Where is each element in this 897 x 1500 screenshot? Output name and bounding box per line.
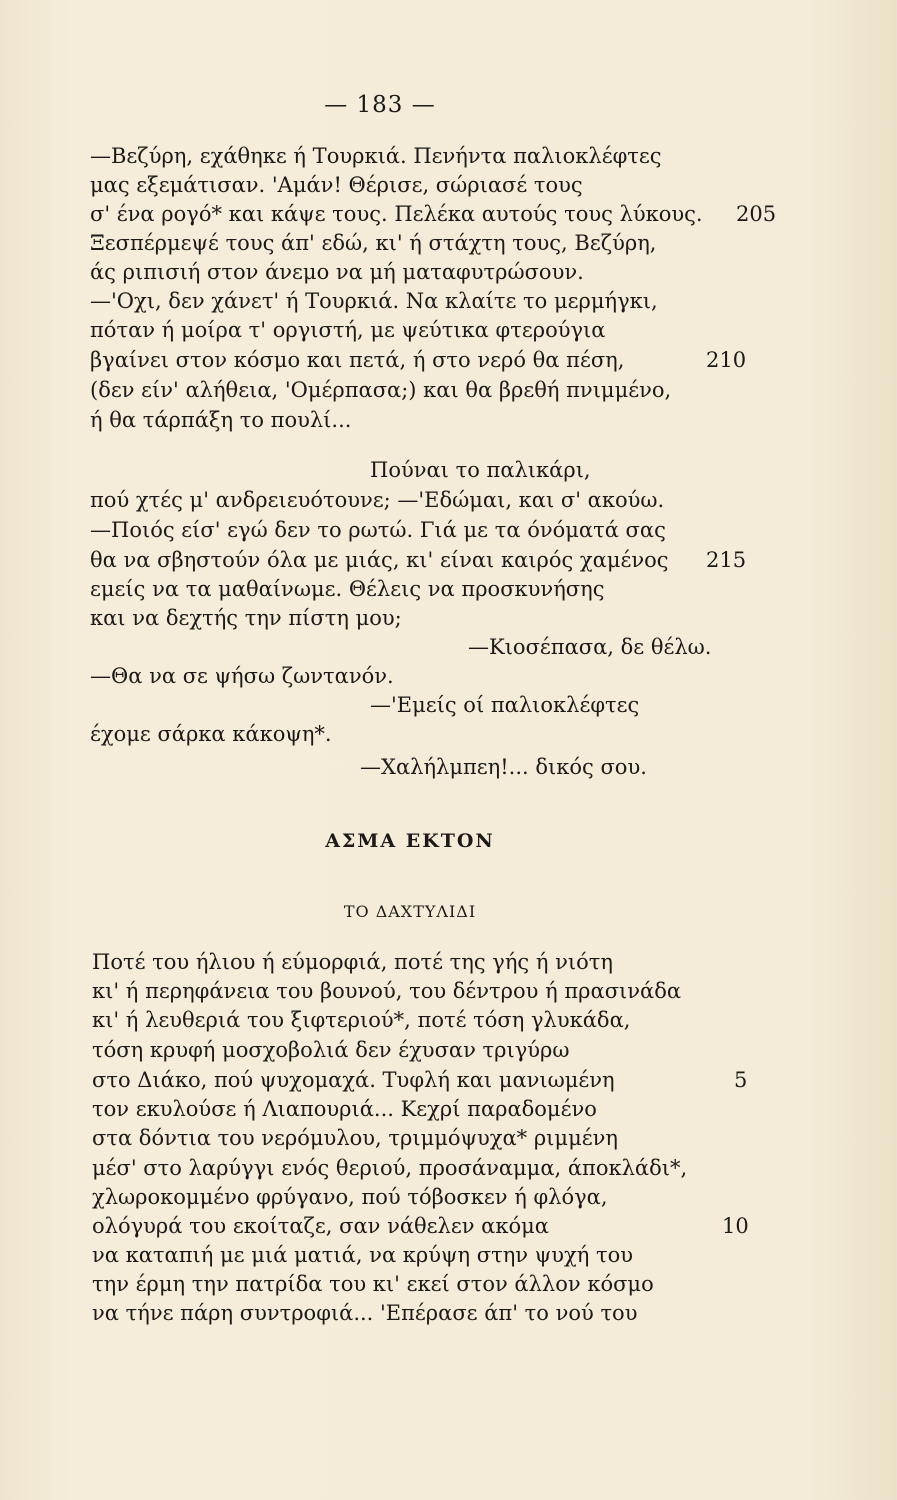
verse-line: έχομε σάρκα κάκοψη*. xyxy=(90,722,332,746)
verse-line: Ξεσπέρμεψέ τους άπ' εδώ, κι' ή στάχτη τους, Βεζύρη, xyxy=(90,231,657,255)
verse-line: στο Διάκο, πού ψυχομαχά. Τυφλή και μανιωμένη xyxy=(92,1068,615,1092)
verse-line: άς ριπισιή στον άνεμο να μή ματαφυτρώσουν. xyxy=(90,260,584,284)
verse-line: τον εκυλούσε ή Λιαπουριά... Κεχρί παραδομένο xyxy=(92,1097,597,1121)
line-number: 5 xyxy=(734,1068,748,1092)
verse-line: —Ποιός είσ' εγώ δεν το ρωτώ. Γιά με τα όνόματά σας xyxy=(90,518,666,542)
verse-line: —Θα να σε ψήσω ζωντανόν. xyxy=(90,664,394,688)
verse-line: στα δόντια του νερόμυλου, τριμμόψυχα* ριμμένη xyxy=(92,1126,618,1150)
verse-line: μέσ' στο λαρύγγι ενός θεριού, προσάναμμα, άποκλάδι*, xyxy=(92,1156,688,1180)
verse-line: να τήνε πάρη συντροφιά... 'Επέρασε άπ' το νού του xyxy=(92,1301,638,1325)
verse-line: να καταπιή με μιά ματιά, να κρύψη στην ψυχή του xyxy=(92,1243,633,1267)
verse-line: σ' ένα ρογό* και κάψε τους. Πελέκα αυτούς τους λύκους. xyxy=(90,202,703,226)
page-number: — 183 — xyxy=(324,92,436,118)
verse-line: πού χτές μ' ανδρειευότουνε; —'Εδώμαι, και σ' ακούω. xyxy=(90,488,665,512)
line-number: 205 xyxy=(736,202,777,226)
verse-line: (δεν είν' αλήθεια, 'Ομέρπασα;) και θα βρεθή πνιμμένο, xyxy=(90,378,672,402)
verse-line: βγαίνει στον κόσμο και πετά, ή στο νερό θα πέση, xyxy=(90,348,625,372)
verse-line: —Βεζύρη, εχάθηκε ή Τουρκιά. Πενήντα παλιοκλέφτες xyxy=(90,144,662,168)
verse-line: μας εξεμάτισαν. 'Αμάν! Θέρισε, σώριασέ τους xyxy=(90,173,583,197)
verse-line: θα να σβηστούν όλα με μιάς, κι' είναι καιρός χαμένος xyxy=(90,548,669,572)
line-number: 10 xyxy=(722,1214,749,1238)
verse-line: πόταν ή μοίρα τ' οργιστή, με ψεύτικα φτερούγια xyxy=(90,318,606,342)
verse-line: και να δεχτής την πίστη μου; xyxy=(90,606,402,630)
verse-line: τόση κρυφή μοσχοβολιά δεν έχυσαν τριγύρω xyxy=(92,1038,570,1062)
verse-line: —'Οχι, δεν χάνετ' ή Τουρκιά. Να κλαίτε το μερμήγκι, xyxy=(90,289,658,313)
verse-line: ολόγυρά του εκοίταζε, σαν νάθελεν ακόμα xyxy=(92,1214,549,1238)
verse-line: ή θα τάρπάξη το πουλί... xyxy=(90,408,352,432)
verse-line: —Χαλήλμπεη!... δικός σου. xyxy=(360,755,647,779)
verse-line: —'Εμείς οί παλιοκλέφτες xyxy=(370,693,640,717)
chapter-title: ΑΣΜΑ ΕΚΤΟΝ xyxy=(325,830,495,852)
line-number: 215 xyxy=(706,548,747,572)
verse-line: —Κιοσέπασα, δε θέλω. xyxy=(468,635,712,659)
verse-line: την έρμη την πατρίδα του κι' εκεί στον άλλον κόσμο xyxy=(92,1272,654,1296)
verse-line: κι' ή λευθεριά του ξιφτεριού*, ποτέ τόση γλυκάδα, xyxy=(92,1008,631,1032)
verse-line: κι' ή περηφάνεια του βουνού, του δέντρου ή πρασινάδα xyxy=(92,979,682,1003)
verse-line: εμείς να τα μαθαίνωμε. Θέλεις να προσκυνήσης xyxy=(90,577,605,601)
verse-line: Ποτέ του ήλιου ή εύμορφιά, ποτέ της γής ή νιότη xyxy=(92,950,613,974)
chapter-subtitle: ΤΟ ΔΑΧΤΥΛΙΔΙ xyxy=(343,902,477,921)
verse-line: Πούναι το παλικάρι, xyxy=(370,458,591,482)
verse-line: χλωροκομμένο φρύγανο, πού τόβοσκεν ή φλόγα, xyxy=(92,1185,608,1209)
line-number: 210 xyxy=(706,348,747,372)
